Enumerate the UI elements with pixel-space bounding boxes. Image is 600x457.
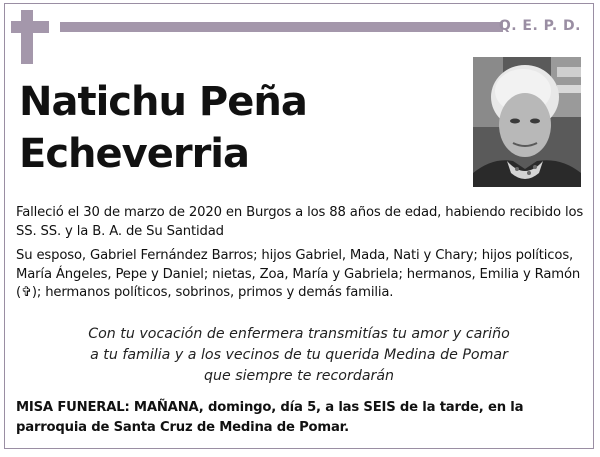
portrait-photo	[473, 57, 581, 187]
funeral-mass-notice: MISA FUNERAL: MAÑANA, domingo, día 5, a las SEIS de la tarde, en la parroquia de Santa Cruz de Medina de Pomar.	[16, 400, 524, 435]
dedication	[13, 324, 585, 387]
obituary-card	[4, 3, 594, 449]
deceased-name	[19, 76, 307, 180]
death-notice-text: Falleció el 30 de marzo de 2020 en Burgos a los 88 años de edad, habiendo recibido los SS. SS. y la B. A. de Su Santidad	[16, 205, 584, 239]
dedication-line-1: Con tu vocación de enfermera transmitías tu amor y cariño	[88, 326, 510, 342]
obituary-body	[16, 204, 588, 309]
name-line-1: Natichu Peña	[19, 79, 307, 125]
qepd-label: Q. E. P. D.	[498, 18, 581, 34]
dedication-line-2: a tu familia y a los vecinos de tu querida Medina de Pomar	[90, 347, 508, 363]
family-text: Su esposo, Gabriel Fernández Barros; hijos Gabriel, Mada, Nati y Chary; hijos políticos, María Ángeles, Pepe y Daniel; nietas, Zoa, María y Gabriela; hermanos, Emilia y Ramón (✞); hermanos políticos, sobrinos, primos y demás familia.	[16, 248, 581, 300]
header-rule	[60, 22, 503, 32]
name-line-2: Echeverria	[19, 131, 249, 177]
dedication-line-3: que siempre te recordarán	[203, 368, 395, 384]
